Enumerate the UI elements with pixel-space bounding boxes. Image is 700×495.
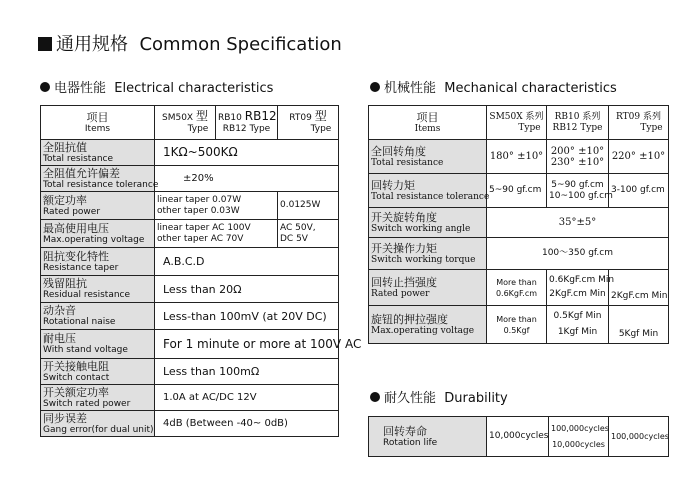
table-row [369,306,669,344]
row-value: A.B.C.D [155,248,339,276]
row-label: 开关额定功率 Switch rated power [41,385,155,411]
row-value: Less-than 100mV (at 20V DC) [155,303,339,330]
row-value: 3-100 gf.cm [609,174,669,208]
table-row [369,417,669,457]
row-label: 动杂音 Rotational naise [41,303,155,330]
row-value: AC 50V, DC 5V [278,220,339,248]
row-label: 回转力矩 Total resistance tolerance [369,174,487,208]
table-row [41,276,339,303]
row-label: 全回转角度 Total resistance [369,140,487,174]
electrical-table [40,105,362,437]
row-value: 5~90 gf.cm [487,174,547,208]
row-value: 0.0125W [278,192,339,220]
row-value: 1.0A at AC/DC 12V [155,385,339,411]
table-header-row [369,106,669,140]
row-label: 最高使用电压 Max.operating voltage [41,220,155,248]
row-value: Less than 20Ω [155,276,339,303]
table-row [41,140,339,166]
sm50x-header: SM50X 型 Type [155,106,216,140]
table-row [41,385,339,411]
row-value: 10,000cycles [487,417,549,457]
row-value: Less than 100mΩ [155,359,339,385]
row-value: 200° ±10° 230° ±10° [547,140,609,174]
row-label: 全阻值允许偏差 Total resistance tolerance [41,166,155,192]
items-header: 项目 Items [369,106,487,140]
row-value: For 1 minute or more at 100V AC [155,330,339,359]
sm50x-header: SM50X 系列 Type [487,106,547,140]
mechanical-heading: 机械性能 Mechanical characteristics [370,77,617,96]
row-label: 残留阻抗 Residual resistance [41,276,155,303]
table-row [41,248,339,276]
electrical-heading: 电器性能 Electrical characteristics [40,77,273,96]
rb10-header: RB10 系列 RB12 Type [547,106,609,140]
row-label: 开关操作力矩 Switch working torque [369,238,487,270]
table-row [369,208,669,238]
row-value: 100,000cycles 10,000cycles [549,417,609,457]
row-value: 5~90 gf.cm 10~100 gf.cm [547,174,609,208]
row-value: 35°±5° [487,208,669,238]
items-header: 项目 Items [41,106,155,140]
row-label: 回转寿命 Rotation life [369,417,487,457]
row-value: 0.5Kgf Min 1Kgf Min [547,306,609,344]
row-value: linear taper AC 100V other taper AC 70V [155,220,278,248]
table-row [41,411,339,437]
row-value: 180° ±10° [487,140,547,174]
table-header-row [41,106,339,140]
table-row [369,238,669,270]
row-value: 4dB (Between -40~ 0dB) [155,411,339,437]
table-row [41,166,339,192]
table-row [369,270,669,306]
row-label: 开关接触电阻 Switch contact [41,359,155,385]
table-row [41,359,339,385]
table-row [369,140,669,174]
durability-heading: 耐久性能 Durability [370,387,508,406]
row-value: ±20% [155,166,339,192]
row-label: 旋钮的押拉强度 Max.operating voltage [369,306,487,344]
table-row [369,174,669,208]
row-value: 220° ±10° [609,140,669,174]
row-label: 额定功率 Rated power [41,192,155,220]
table-row [41,303,339,330]
page-title: 通用规格 Common Specification [38,30,342,56]
rb10-header: RB10 RB12 RB12 Type [216,106,278,140]
row-label: 耐电压 With stand voltage [41,330,155,359]
row-label: 同步误差 Gang error(for dual unit) [41,411,155,437]
mechanical-table [368,105,669,344]
row-value: More than 0.6KgF.cm [487,270,547,306]
row-value: 0.6KgF.cm Min 2KgF.cm Min [547,270,609,306]
rt09-header: RT09 型 Type [278,106,339,140]
square-bullet-icon [38,37,52,51]
row-value: 100,000cycles [609,417,669,457]
row-value: 2KgF.cm Min [609,270,669,306]
bullet-icon [370,82,380,92]
row-label: 开关旋转角度 Switch working angle [369,208,487,238]
durability-table [368,416,669,457]
row-value: More than 0.5Kgf [487,306,547,344]
row-value: 5Kgf Min [609,306,669,344]
bullet-icon [40,82,50,92]
row-value: 100～350 gf.cm [487,238,669,270]
table-row [41,220,339,248]
row-label: 回转止挡强度 Rated power [369,270,487,306]
row-value: 1KΩ~500KΩ [155,140,339,166]
row-label: 全阻抗值 Total resistance [41,140,155,166]
table-row [41,330,339,359]
row-label: 阻抗变化特性 Resistance taper [41,248,155,276]
row-value: linear taper 0.07W other taper 0.03W [155,192,278,220]
rt09-header: RT09 系列 Type [609,106,669,140]
table-row [41,192,339,220]
bullet-icon [370,392,380,402]
